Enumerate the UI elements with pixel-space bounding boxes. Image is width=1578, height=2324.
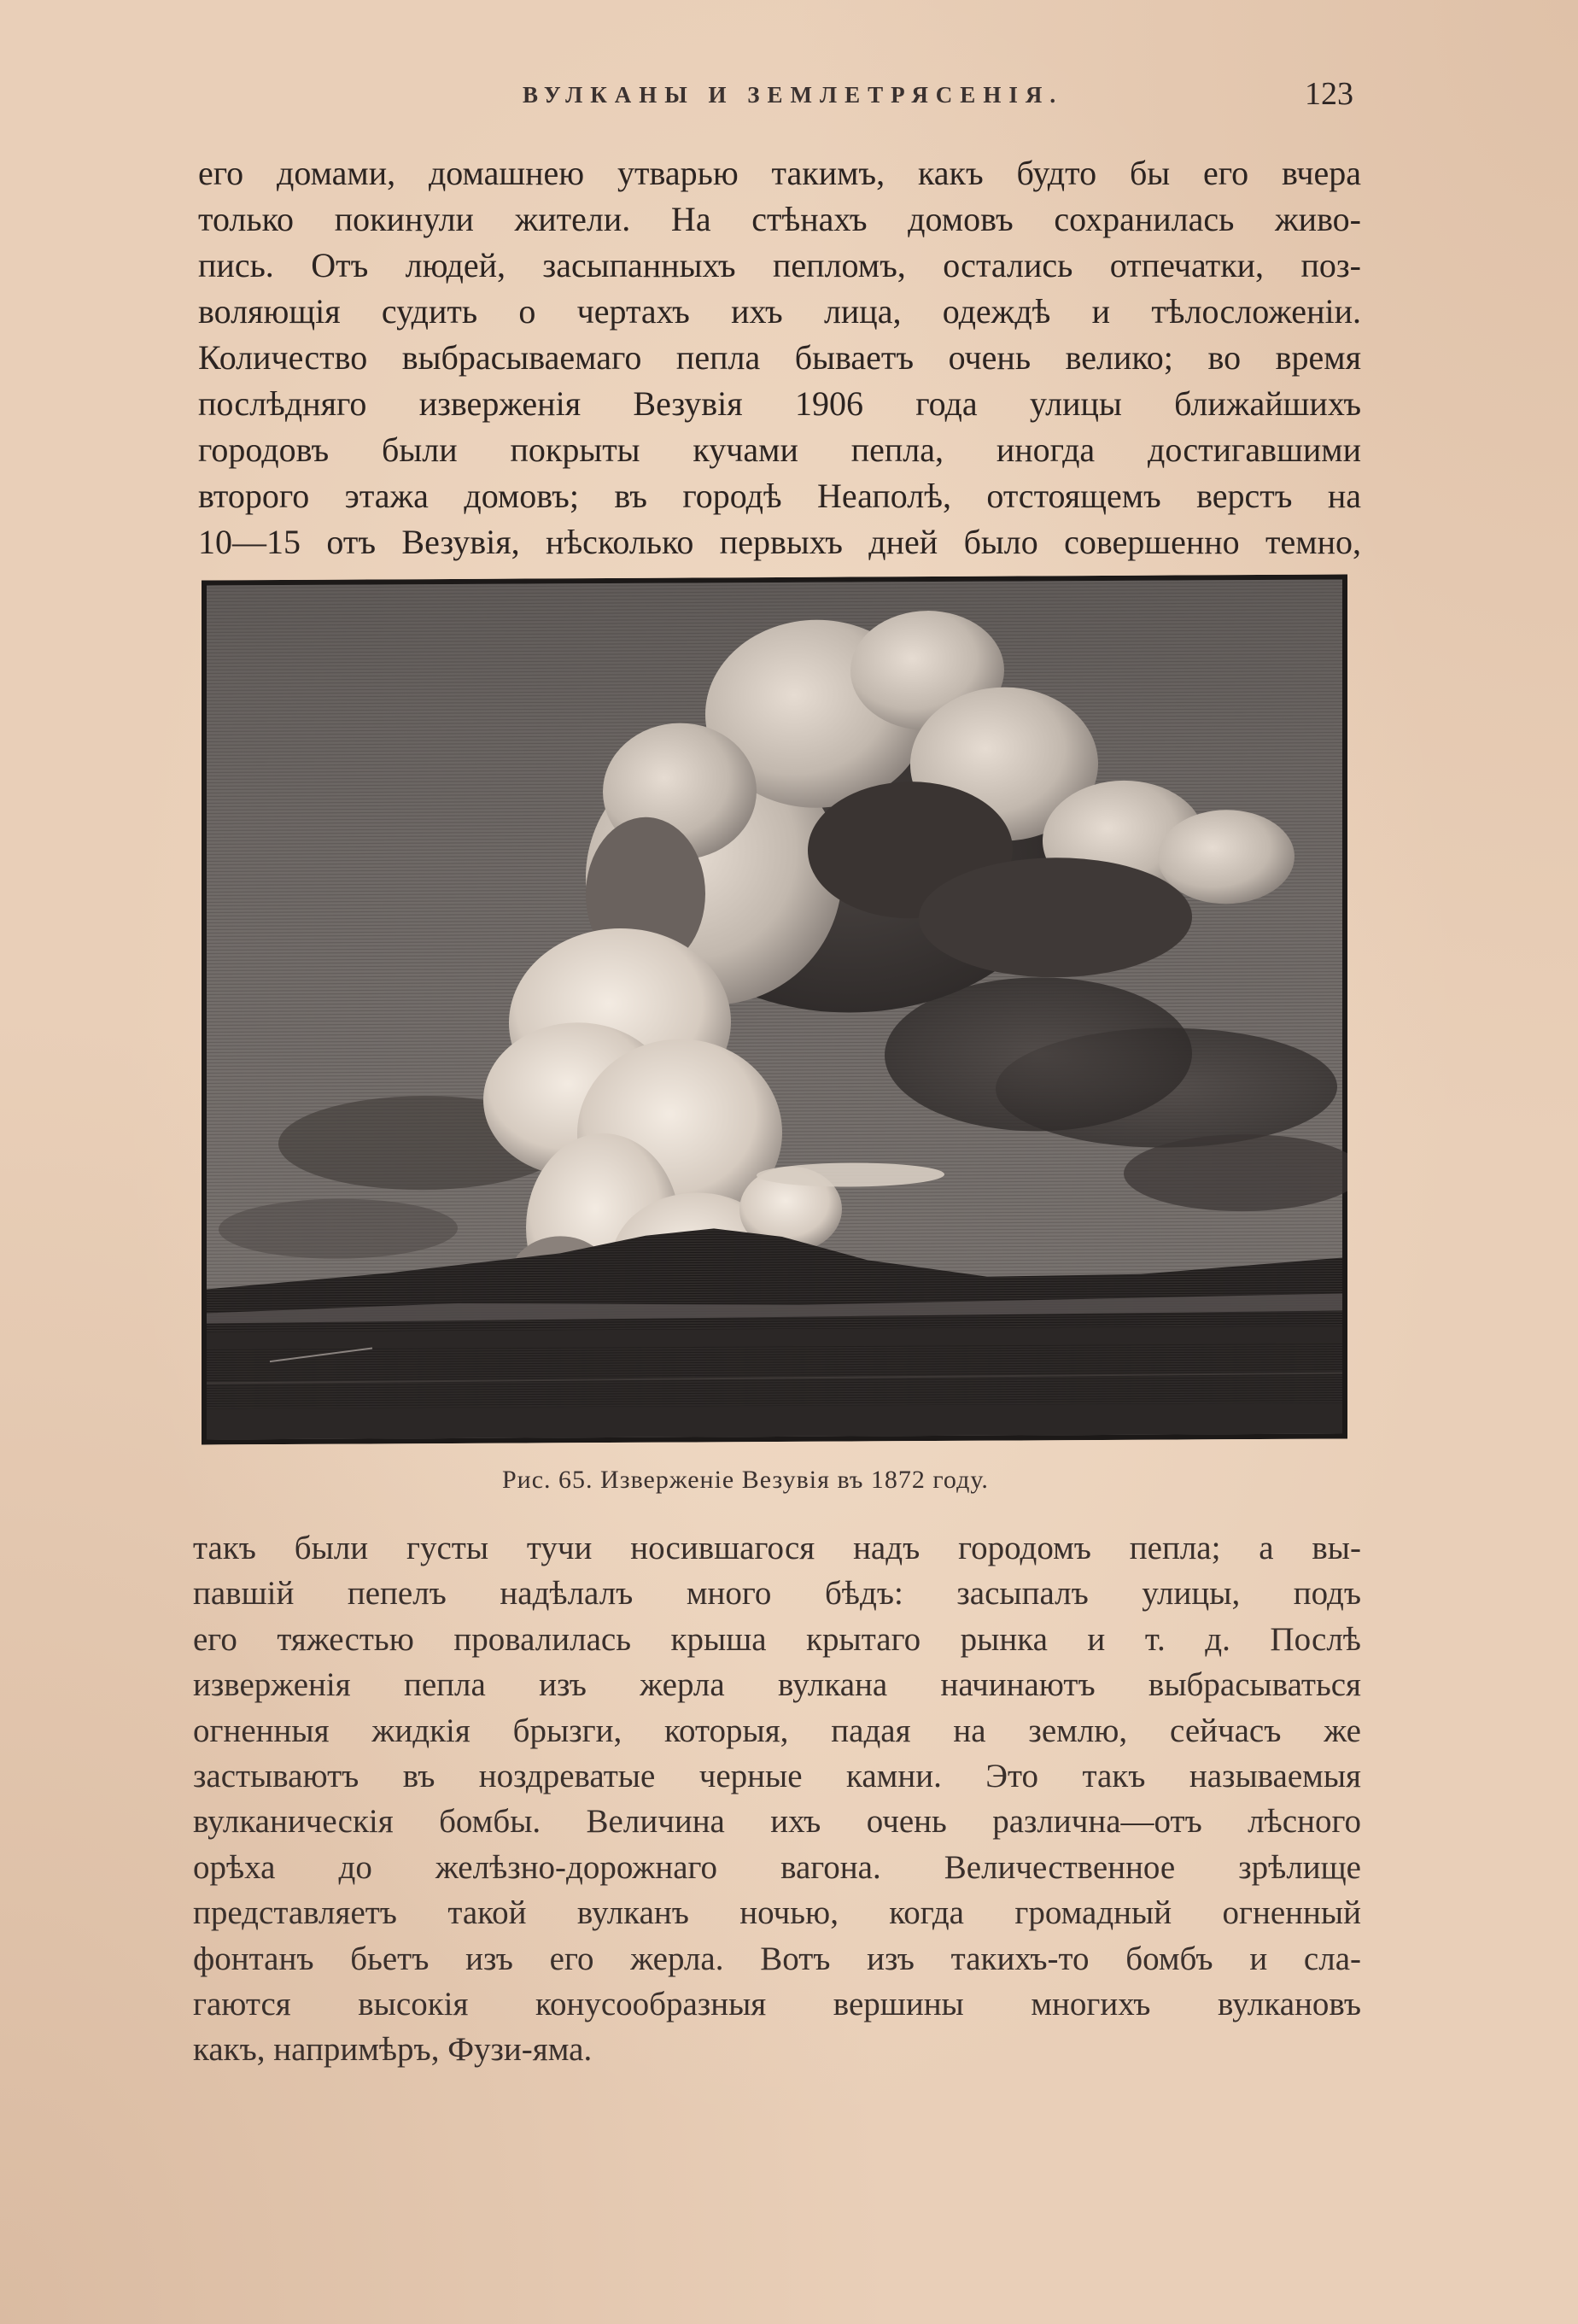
text-line: огненныя жидкія брызги, которыя, падая на землю, сейчасъ же (193, 1712, 1361, 1749)
vesuvius-engraving (202, 574, 1347, 1444)
text-line: гаются высокія конусообразныя вершины многихъ вулкановъ (193, 1985, 1361, 2023)
text-line: павшій пепелъ надѣлалъ много бѣдъ: засыпалъ улицы, подъ (193, 1575, 1361, 1613)
text-line: воляющія судить о чертахъ ихъ лица, одеждѣ и тѣлосложеніи. (198, 292, 1361, 331)
running-title: ВУЛКАНЫ И ЗЕМЛЕТРЯСЕНІЯ. (523, 82, 1064, 108)
text-line: фонтанъ бьетъ изъ его жерла. Вотъ изъ такихъ-то бомбъ и сла- (193, 1940, 1361, 1977)
text-line: вулканическія бомбы. Величина ихъ очень различна—отъ лѣсного (193, 1803, 1361, 1841)
text-line: изверженія пепла изъ жерла вулкана начинаютъ выбрасываться (193, 1666, 1361, 1704)
text-line: такъ были густы тучи носившагося надъ городомъ пепла; а вы- (193, 1530, 1361, 1566)
text-line: его тяжестью провалилась крыша крытаго рынка и т. д. Послѣ (193, 1620, 1361, 1658)
text-line: 10—15 отъ Везувія, нѣсколько первыхъ дней было совершенно темно, (198, 523, 1361, 561)
top-paragraph (198, 150, 1361, 565)
text-line: застываютъ въ ноздреватые черные камни. Это такъ называемыя (193, 1757, 1361, 1794)
text-line: орѣха до желѣзно-дорожнаго вагона. Величественное зрѣлище (193, 1848, 1361, 1886)
page-number: 123 (1305, 76, 1353, 112)
text-line: второго этажа домовъ; въ городѣ Неаполѣ, отстоящемъ верстъ на (198, 477, 1361, 515)
bottom-paragraph (193, 1525, 1361, 2073)
text-line: городовъ были покрыты кучами пепла, иногда достигавшими (198, 430, 1361, 469)
text-line: Количество выбрасываемаго пепла бываетъ очень велико; во время (198, 338, 1361, 377)
text-line: представляетъ такой вулканъ ночью, когда громадный огненный (193, 1894, 1361, 1932)
figure-caption: Рис. 65. Изверженіе Везувія въ 1872 году. (502, 1466, 989, 1494)
text-line: послѣдняго изверженія Везувія 1906 года улицы ближайшихъ (198, 384, 1361, 423)
text-line: какъ, напримѣръ, Фузи-яма. (193, 2031, 593, 2069)
text-line: только покинули жители. На стѣнахъ домовъ сохранилась живо- (198, 200, 1361, 238)
text-line: пись. Отъ людей, засыпанныхъ пепломъ, остались отпечатки, поз- (198, 246, 1361, 284)
text-line: его домами, домашнею утварью такимъ, какъ будто бы его вчера (198, 154, 1361, 192)
